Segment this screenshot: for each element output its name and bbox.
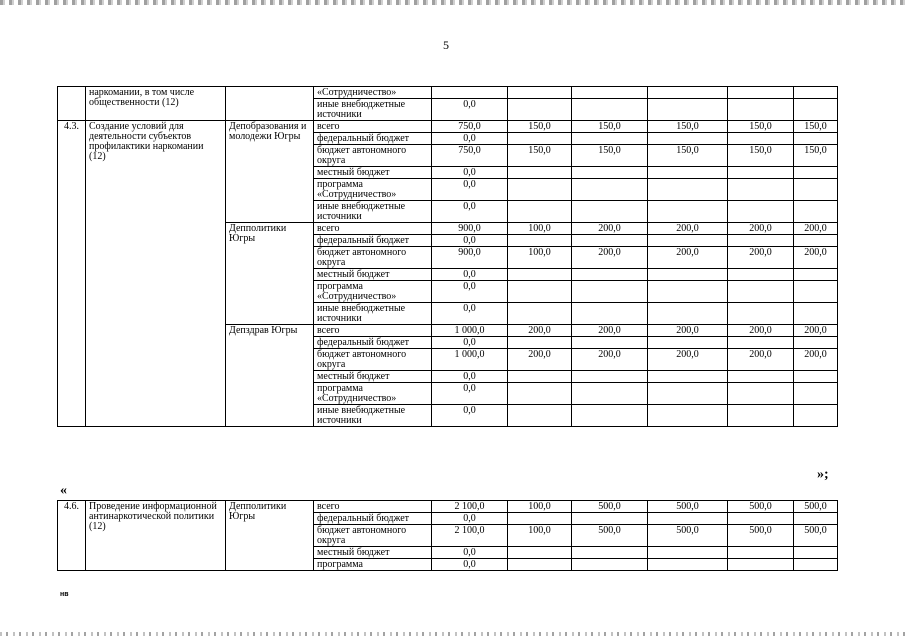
- amount-cell: [794, 167, 838, 179]
- amount-cell: [794, 559, 838, 571]
- executor-name: Депполитики Югры: [226, 501, 314, 571]
- amount-cell: [508, 547, 572, 559]
- amount-cell: [508, 383, 572, 405]
- amount-cell: [432, 87, 508, 99]
- amount-cell: 0,0: [432, 99, 508, 121]
- amount-cell: 200,0: [648, 325, 728, 337]
- amount-cell: [572, 179, 648, 201]
- amount-cell: [648, 235, 728, 247]
- amount-cell: [572, 559, 648, 571]
- amount-cell: 1 000,0: [432, 325, 508, 337]
- amount-cell: 0,0: [432, 513, 508, 525]
- measure-name: наркомании, в том числе общественности (12): [86, 87, 226, 121]
- amount-cell: 150,0: [648, 121, 728, 133]
- amount-cell: [508, 513, 572, 525]
- amount-cell: 100,0: [508, 223, 572, 235]
- amount-cell: [648, 281, 728, 303]
- amount-cell: [794, 383, 838, 405]
- amount-cell: [572, 281, 648, 303]
- amount-cell: [648, 559, 728, 571]
- page-number: 5: [443, 38, 449, 52]
- amount-cell: 0,0: [432, 269, 508, 281]
- amount-cell: 0,0: [432, 303, 508, 325]
- table-row: [58, 501, 838, 513]
- amount-cell: 200,0: [728, 349, 794, 371]
- amount-cell: [572, 269, 648, 281]
- amount-cell: [794, 303, 838, 325]
- amount-cell: 500,0: [648, 501, 728, 513]
- amount-cell: 200,0: [648, 247, 728, 269]
- amount-cell: 500,0: [794, 501, 838, 513]
- amount-cell: 0,0: [432, 383, 508, 405]
- amount-cell: [508, 201, 572, 223]
- amount-cell: [728, 371, 794, 383]
- amount-cell: 500,0: [728, 525, 794, 547]
- amount-cell: [508, 559, 572, 571]
- amount-cell: 200,0: [794, 325, 838, 337]
- amount-cell: 200,0: [572, 325, 648, 337]
- amount-cell: [728, 201, 794, 223]
- amount-cell: 500,0: [728, 501, 794, 513]
- amount-cell: [728, 167, 794, 179]
- amount-cell: 0,0: [432, 559, 508, 571]
- author-initials: нв: [60, 591, 69, 598]
- executor-name: Депобразования и молодежи Югры: [226, 121, 314, 223]
- amount-cell: 150,0: [728, 121, 794, 133]
- amount-cell: [794, 547, 838, 559]
- amount-cell: 200,0: [572, 349, 648, 371]
- amount-cell: [728, 303, 794, 325]
- executor-name: [226, 87, 314, 121]
- amount-cell: [508, 269, 572, 281]
- amount-cell: [728, 337, 794, 349]
- measure-name: Проведение информационной антинаркотической политики (12): [86, 501, 226, 571]
- funding-source: федеральный бюджет: [314, 337, 432, 349]
- amount-cell: 150,0: [794, 121, 838, 133]
- amount-cell: [728, 99, 794, 121]
- amount-cell: [648, 513, 728, 525]
- amount-cell: 200,0: [794, 223, 838, 235]
- amount-cell: [508, 371, 572, 383]
- amount-cell: 0,0: [432, 167, 508, 179]
- amount-cell: [728, 87, 794, 99]
- amount-cell: 200,0: [508, 325, 572, 337]
- funding-source: программа «Сотрудничество»: [314, 383, 432, 405]
- funding-source: «Сотрудничество»: [314, 87, 432, 99]
- amount-cell: [794, 99, 838, 121]
- executor-name: Депздрав Югры: [226, 325, 314, 427]
- measure-name: Создание условий для деятельности субъектов профилактики наркомании (12): [86, 121, 226, 427]
- amount-cell: [728, 405, 794, 427]
- amount-cell: [572, 383, 648, 405]
- amount-cell: [648, 201, 728, 223]
- closing-quote: »;: [817, 467, 829, 482]
- amount-cell: 0,0: [432, 133, 508, 145]
- funding-source: иные внебюджетные источники: [314, 303, 432, 325]
- funding-source: местный бюджет: [314, 269, 432, 281]
- amount-cell: [648, 87, 728, 99]
- amount-cell: 150,0: [508, 145, 572, 167]
- amount-cell: [794, 337, 838, 349]
- amount-cell: 200,0: [508, 349, 572, 371]
- amount-cell: [508, 235, 572, 247]
- amount-cell: [794, 405, 838, 427]
- amount-cell: [572, 201, 648, 223]
- amount-cell: 150,0: [728, 145, 794, 167]
- amount-cell: 500,0: [794, 525, 838, 547]
- amount-cell: [648, 547, 728, 559]
- amount-cell: [572, 371, 648, 383]
- amount-cell: [508, 133, 572, 145]
- amount-cell: [794, 269, 838, 281]
- funding-table-top: [57, 86, 838, 427]
- scan-edge-top: [0, 0, 905, 5]
- amount-cell: [728, 513, 794, 525]
- amount-cell: 900,0: [432, 223, 508, 235]
- amount-cell: 500,0: [572, 525, 648, 547]
- amount-cell: 150,0: [508, 121, 572, 133]
- amount-cell: [572, 99, 648, 121]
- amount-cell: [648, 383, 728, 405]
- amount-cell: 200,0: [794, 247, 838, 269]
- amount-cell: 0,0: [432, 405, 508, 427]
- amount-cell: 0,0: [432, 337, 508, 349]
- amount-cell: 100,0: [508, 525, 572, 547]
- amount-cell: 0,0: [432, 547, 508, 559]
- amount-cell: [728, 281, 794, 303]
- amount-cell: [648, 133, 728, 145]
- funding-source: федеральный бюджет: [314, 513, 432, 525]
- amount-cell: [728, 133, 794, 145]
- funding-source: всего: [314, 325, 432, 337]
- amount-cell: [794, 133, 838, 145]
- funding-table-bottom: [57, 500, 838, 571]
- table-row: [58, 121, 838, 133]
- amount-cell: 150,0: [794, 145, 838, 167]
- table-row: [58, 87, 838, 99]
- amount-cell: [508, 167, 572, 179]
- amount-cell: [648, 99, 728, 121]
- amount-cell: 0,0: [432, 235, 508, 247]
- amount-cell: 900,0: [432, 247, 508, 269]
- amount-cell: 200,0: [728, 223, 794, 235]
- opening-quote: «: [60, 483, 67, 498]
- amount-cell: [508, 281, 572, 303]
- amount-cell: [648, 179, 728, 201]
- amount-cell: [648, 303, 728, 325]
- amount-cell: [794, 201, 838, 223]
- row-number: 4.6.: [58, 501, 86, 571]
- amount-cell: [794, 235, 838, 247]
- funding-source: иные внебюджетные источники: [314, 99, 432, 121]
- amount-cell: 2 100,0: [432, 501, 508, 513]
- amount-cell: [572, 133, 648, 145]
- amount-cell: [572, 235, 648, 247]
- funding-source: иные внебюджетные источники: [314, 201, 432, 223]
- amount-cell: [794, 513, 838, 525]
- funding-source: бюджет автономного округа: [314, 145, 432, 167]
- funding-source: местный бюджет: [314, 371, 432, 383]
- amount-cell: 1 000,0: [432, 349, 508, 371]
- amount-cell: 150,0: [572, 121, 648, 133]
- funding-source: местный бюджет: [314, 167, 432, 179]
- amount-cell: [572, 547, 648, 559]
- amount-cell: 200,0: [648, 349, 728, 371]
- amount-cell: [648, 371, 728, 383]
- amount-cell: [508, 87, 572, 99]
- amount-cell: 200,0: [572, 247, 648, 269]
- funding-source: программа: [314, 559, 432, 571]
- row-number: 4.3.: [58, 121, 86, 427]
- amount-cell: [728, 547, 794, 559]
- funding-source: федеральный бюджет: [314, 133, 432, 145]
- funding-source: программа «Сотрудничество»: [314, 179, 432, 201]
- amount-cell: 200,0: [794, 349, 838, 371]
- amount-cell: [648, 405, 728, 427]
- amount-cell: [648, 337, 728, 349]
- amount-cell: 0,0: [432, 281, 508, 303]
- amount-cell: 200,0: [648, 223, 728, 235]
- funding-source: всего: [314, 223, 432, 235]
- amount-cell: 500,0: [648, 525, 728, 547]
- amount-cell: 0,0: [432, 201, 508, 223]
- row-number: [58, 87, 86, 121]
- amount-cell: 0,0: [432, 179, 508, 201]
- amount-cell: [508, 303, 572, 325]
- amount-cell: [794, 179, 838, 201]
- scan-edge-bottom: [0, 632, 905, 636]
- amount-cell: 200,0: [572, 223, 648, 235]
- amount-cell: [728, 179, 794, 201]
- amount-cell: 100,0: [508, 501, 572, 513]
- funding-source: бюджет автономного округа: [314, 349, 432, 371]
- amount-cell: [648, 167, 728, 179]
- funding-source: федеральный бюджет: [314, 235, 432, 247]
- amount-cell: [794, 87, 838, 99]
- amount-cell: [572, 337, 648, 349]
- amount-cell: [794, 281, 838, 303]
- amount-cell: 500,0: [572, 501, 648, 513]
- amount-cell: [572, 167, 648, 179]
- amount-cell: [572, 303, 648, 325]
- amount-cell: [572, 87, 648, 99]
- funding-source: бюджет автономного округа: [314, 525, 432, 547]
- amount-cell: 100,0: [508, 247, 572, 269]
- executor-name: Депполитики Югры: [226, 223, 314, 325]
- amount-cell: 750,0: [432, 145, 508, 167]
- funding-source: программа «Сотрудничество»: [314, 281, 432, 303]
- amount-cell: [572, 405, 648, 427]
- funding-source: всего: [314, 501, 432, 513]
- amount-cell: [728, 383, 794, 405]
- amount-cell: [728, 235, 794, 247]
- amount-cell: [508, 337, 572, 349]
- amount-cell: 0,0: [432, 371, 508, 383]
- funding-source: бюджет автономного округа: [314, 247, 432, 269]
- amount-cell: [648, 269, 728, 281]
- amount-cell: 2 100,0: [432, 525, 508, 547]
- amount-cell: [508, 99, 572, 121]
- amount-cell: [572, 513, 648, 525]
- amount-cell: 150,0: [572, 145, 648, 167]
- funding-source: всего: [314, 121, 432, 133]
- amount-cell: [508, 179, 572, 201]
- funding-source: иные внебюджетные источники: [314, 405, 432, 427]
- amount-cell: 200,0: [728, 247, 794, 269]
- amount-cell: 200,0: [728, 325, 794, 337]
- amount-cell: [508, 405, 572, 427]
- funding-source: местный бюджет: [314, 547, 432, 559]
- amount-cell: [728, 559, 794, 571]
- amount-cell: [728, 269, 794, 281]
- amount-cell: [794, 371, 838, 383]
- amount-cell: 750,0: [432, 121, 508, 133]
- amount-cell: 150,0: [648, 145, 728, 167]
